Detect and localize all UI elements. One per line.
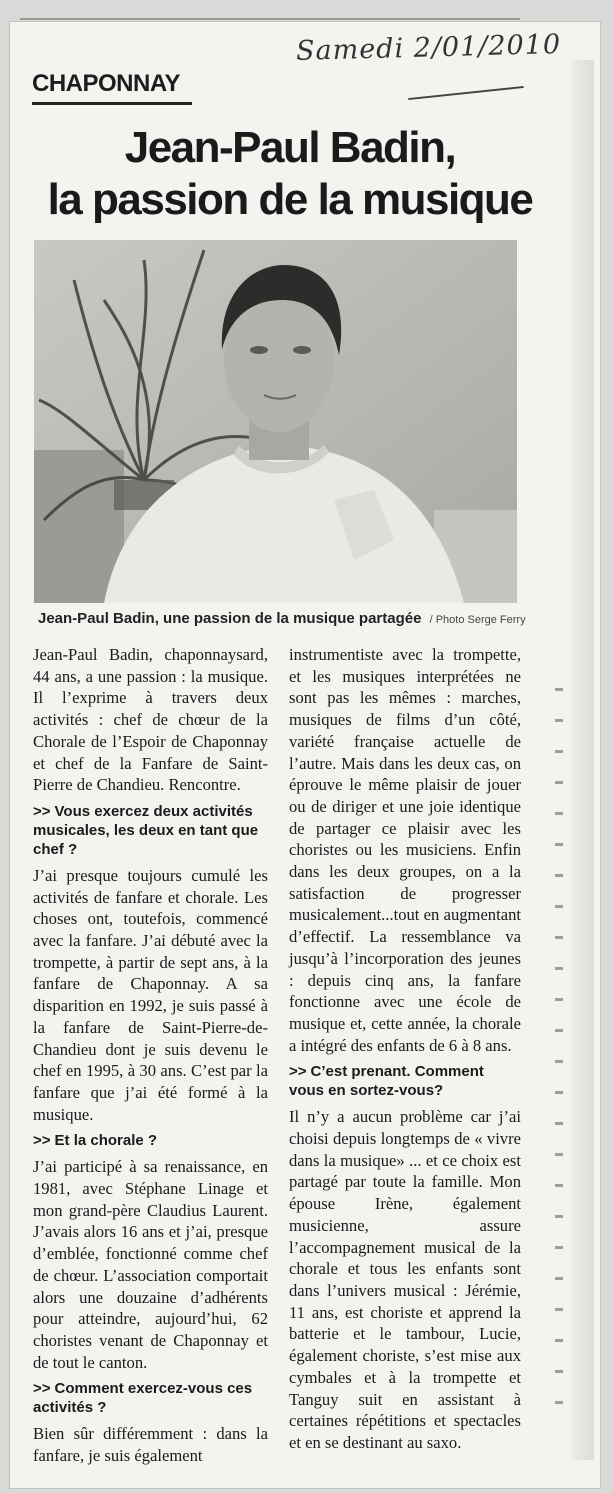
answer-4: Il n’y a aucun problème car j’ai choisi depuis longtemps de « vivre dans la musique» ... et ce choix est partagé par toute la famille. Mon épouse Irène, également musicienne, assure l’accompagnement musical de la chorale et tous les enfants sont dans l’univers musical : Jérémie, 11 ans, est choriste et apprend la batterie et le tambour, Lucie, également choriste, s’est mise aux cymbales et à la trompette et Tanguy suit en assistant à certaines répétitions et spectacles et en se destinant au saxo. — [289, 1107, 521, 1452]
answer-1: J’ai presque toujours cumulé les activités de fanfare et chorale. Les choses ont, toutefois, commencé avec la fanfare. J’ai débuté avec la trompette, à partir de sept ans, à la fanfare de Chaponnay. A sa disparition en 1992, je suis passé à la fanfare de Saint-Pierre-de-Chandieu dont je suis devenu le chef en 1995, à 30 ans. C’est par la fanfare que j’ai été formé à la musique. — [33, 865, 268, 1124]
margin-ticks — [555, 660, 563, 1420]
question-1-text: Vous exercez deux activités musicales, les deux en tant que chef ? — [33, 802, 259, 858]
question-3-text: Comment exercez-vous ces activités ? — [33, 1380, 253, 1417]
answer-2: J’ai participé à sa renaissance, en 1981, avec Stéphane Linage et mon grand-père Claudius Laurent. J’avais alors 16 ans et j’ai, presque d’emblée, fonctionné comme chef de chœur. L’association comportait alors une douzaine d’adhérents pour atteindre, aujourd’hui, 62 choristes venant de Chaponnay et de tout le canton. — [33, 1157, 268, 1372]
question-marker: >> — [33, 1132, 51, 1150]
caption-credit: / Photo Serge Ferry — [429, 614, 526, 626]
caption-text: Jean-Paul Badin, une passion de la musique partagée — [38, 610, 422, 627]
section-rule — [32, 102, 192, 105]
article-column-right — [289, 644, 521, 1460]
portrait-photo-icon — [34, 240, 517, 603]
question-2 — [33, 1131, 268, 1150]
headline-line1: Jean-Paul Badin, — [124, 123, 456, 172]
handwritten-date: Samedi 2/01/2010 — [295, 28, 562, 67]
question-marker: >> — [289, 1063, 307, 1081]
top-rule — [20, 18, 520, 20]
headline-line2: la passion de la musique — [47, 175, 533, 224]
question-3 — [33, 1379, 268, 1417]
question-1 — [33, 802, 268, 859]
article-column-left — [33, 644, 268, 1473]
question-2-text: Et la chorale ? — [54, 1132, 158, 1150]
portrait-photo — [34, 240, 517, 603]
question-4-text: C’est prenant. Comment vous en sortez-vous? — [289, 1063, 484, 1100]
article-intro: Jean-Paul Badin, chaponnaysard, 44 ans, a une passion : la musique. Il l’exprime à travers deux activités : chef de chœur de la Chorale de l’Espoir de Chaponnay et chef de la Fanfare de Saint-Pierre de Chandieu. Rencontre. — [33, 645, 268, 795]
photo-caption — [38, 610, 568, 627]
page-edge-shadow — [572, 60, 594, 1460]
question-marker: >> — [33, 1380, 51, 1398]
section-label: CHAPONNAY — [32, 70, 180, 97]
question-marker: >> — [33, 802, 51, 820]
headline — [20, 122, 560, 226]
question-4 — [289, 1062, 521, 1100]
answer-3-part1: Bien sûr différemment : dans la fanfare, je suis également — [33, 1424, 268, 1466]
answer-3-part2: instrumentiste avec la trompette, et les musiques interprétées ne sont pas les mêmes : marches, musiques de films d’un côté, variété française actuelle de l’autre. Mais dans les deux cas, on éprouve le même plaisir de jouer ou de diriger et une joie identique de partager ce plaisir avec les choristes ou les musiciens. Enfin dans les deux groupes, on a la satisfaction de progresser musicalement...tout en augmentant d’effectif. La ressemblance va jusqu’à l’incorporation des jeunes : depuis cinq ans, la fanfare fonctionne avec une école de musique et, cette année, la chorale a intégré des enfants de 6 à 8 ans. — [289, 645, 521, 1055]
